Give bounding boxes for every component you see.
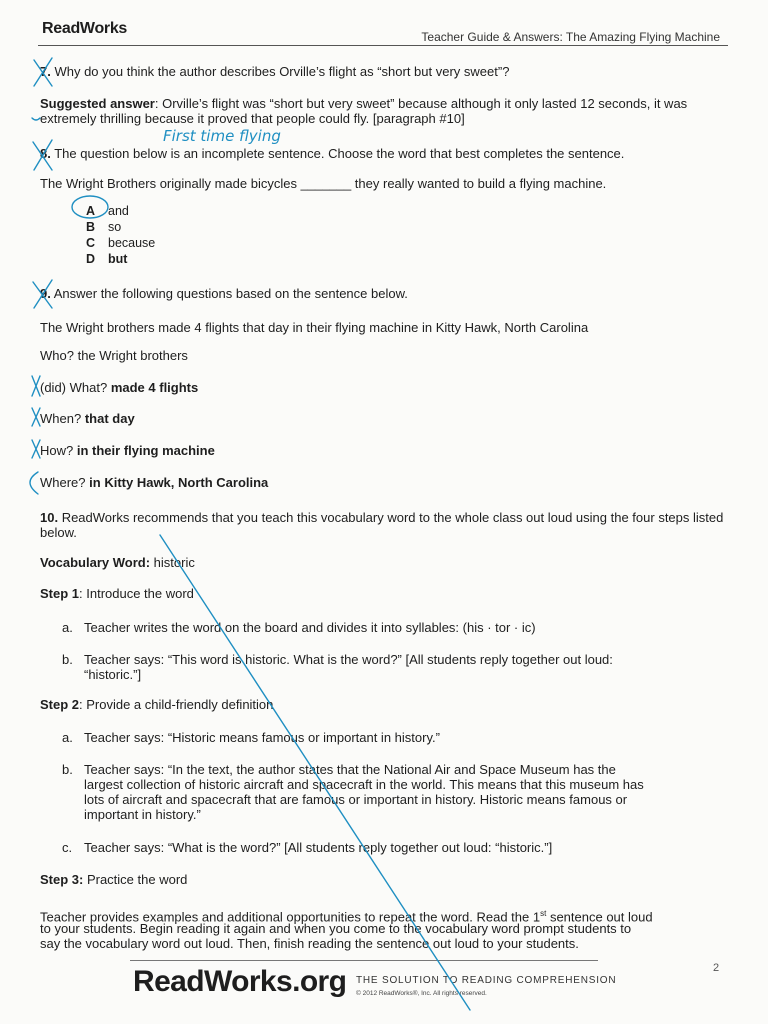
margin-tick [32,118,40,120]
check-mark-q8 [33,140,52,170]
how-item: How? in their flying machine [40,443,215,458]
where-item: Where? in Kitty Hawk, North Carolina [40,475,269,490]
option-c: C because [86,236,156,250]
question-9-number: 9. [40,286,51,301]
question-8-text: The question below is an incomplete sentence. Choose the word that best completes the sentence. [50,146,625,161]
question-10-intro: 10. ReadWorks recommends that you teach this vocabulary word to the whole class out loud using the four steps listed below. [40,510,724,540]
readworks-logo: ReadWorks [42,20,128,37]
step-2-b-line-4: important in history.” [84,807,201,822]
step-3-line-1: Teacher provides examples and additional opportunities to repeat the word. Read the 1st sentence out loud [40,909,653,925]
diagonal-pen-line [160,535,470,1010]
check-mark-q7 [34,58,52,86]
step-1-b-line-2: “historic.”] [84,667,142,682]
mark-where [30,472,38,494]
circle-option-a [72,196,108,218]
step-2-c-letter: c. [62,840,73,855]
when-item: When? that day [40,411,135,426]
answer-text: : Orville’s flight was “short but very sweet” because although it only lasted 12 seconds, it was extremely thrilling because it proved that people could fly. [paragraph #10] [40,96,688,126]
step-1-a-letter: a. [62,620,73,635]
step-2-heading: Step 2: Provide a child-friendly definition [40,697,274,712]
step-3-line-3: say the vocabulary word out loud. Then, finish reading the sentence out loud to your students. [40,936,579,951]
step-1-a-text: Teacher writes the word on the board and divides it into syllables: (his · tor · ic) [84,620,536,635]
step-3-line-2: to your students. Begin reading it again and when you come to the vocabulary word prompt students to [40,921,632,936]
option-a: A and [86,204,129,218]
step-2-b-line-1: Teacher says: “In the text, the author states that the National Air and Space Museum has the [84,762,616,777]
mark-what [32,376,40,396]
step-2-a-text: Teacher says: “Historic means famous or important in history.” [84,730,440,745]
step-3-heading: Step 3: Practice the word [40,872,188,887]
footer-tagline: THE SOLUTION TO READING COMPREHENSION [356,975,617,986]
copyright-notice: © 2012 ReadWorks®, Inc. All rights reserved. [356,990,487,997]
answer-label: Suggested answer [40,96,155,111]
check-mark-q9 [33,280,52,308]
step-1-b-line-1: Teacher says: “This word is historic. What is the word?” [All students reply together out loud: [84,652,613,667]
question-9-text: Answer the following questions based on the sentence below. [50,286,408,301]
who-item: Who? the Wright brothers [40,348,188,363]
option-b: B so [86,220,122,234]
question-9-sentence: The Wright brothers made 4 flights that day in their flying machine in Kitty Hawk, North Carolina [40,320,589,335]
option-d: D but [86,252,128,266]
question-7-number: 7. [40,64,51,79]
mark-when [32,408,40,426]
step-2-b-line-3: lots of aircraft and spacecraft that are famous or important in history. Historic means famous or [84,792,628,807]
question-8-sentence: The Wright Brothers originally made bicycles _______ they really wanted to build a flying machine. [40,176,607,191]
step-1-heading: Step 1: Introduce the word [40,586,194,601]
question-8-number: 8. [40,146,51,161]
step-1-b-letter: b. [62,652,73,667]
handwritten-note: First time flying [163,127,281,145]
step-2-b-line-2: largest collection of historic aircraft and spacecraft in the world. This means that this museum has [84,777,644,792]
question-7-text: Why do you think the author describes Orville’s flight as “short but very sweet”? [50,64,510,79]
step-2-b-letter: b. [62,762,73,777]
vocabulary-word: Vocabulary Word: historic [40,555,195,570]
readworks-org-logo: ReadWorks.org [133,965,347,998]
guide-title: Teacher Guide & Answers: The Amazing Flying Machine [421,30,720,44]
step-2-c-text: Teacher says: “What is the word?” [All students reply together out loud: “historic.”] [84,840,553,855]
step-2-a-letter: a. [62,730,73,745]
page-number: 2 [713,962,720,974]
what-item: (did) What? made 4 flights [40,380,199,395]
mark-how [32,440,40,458]
